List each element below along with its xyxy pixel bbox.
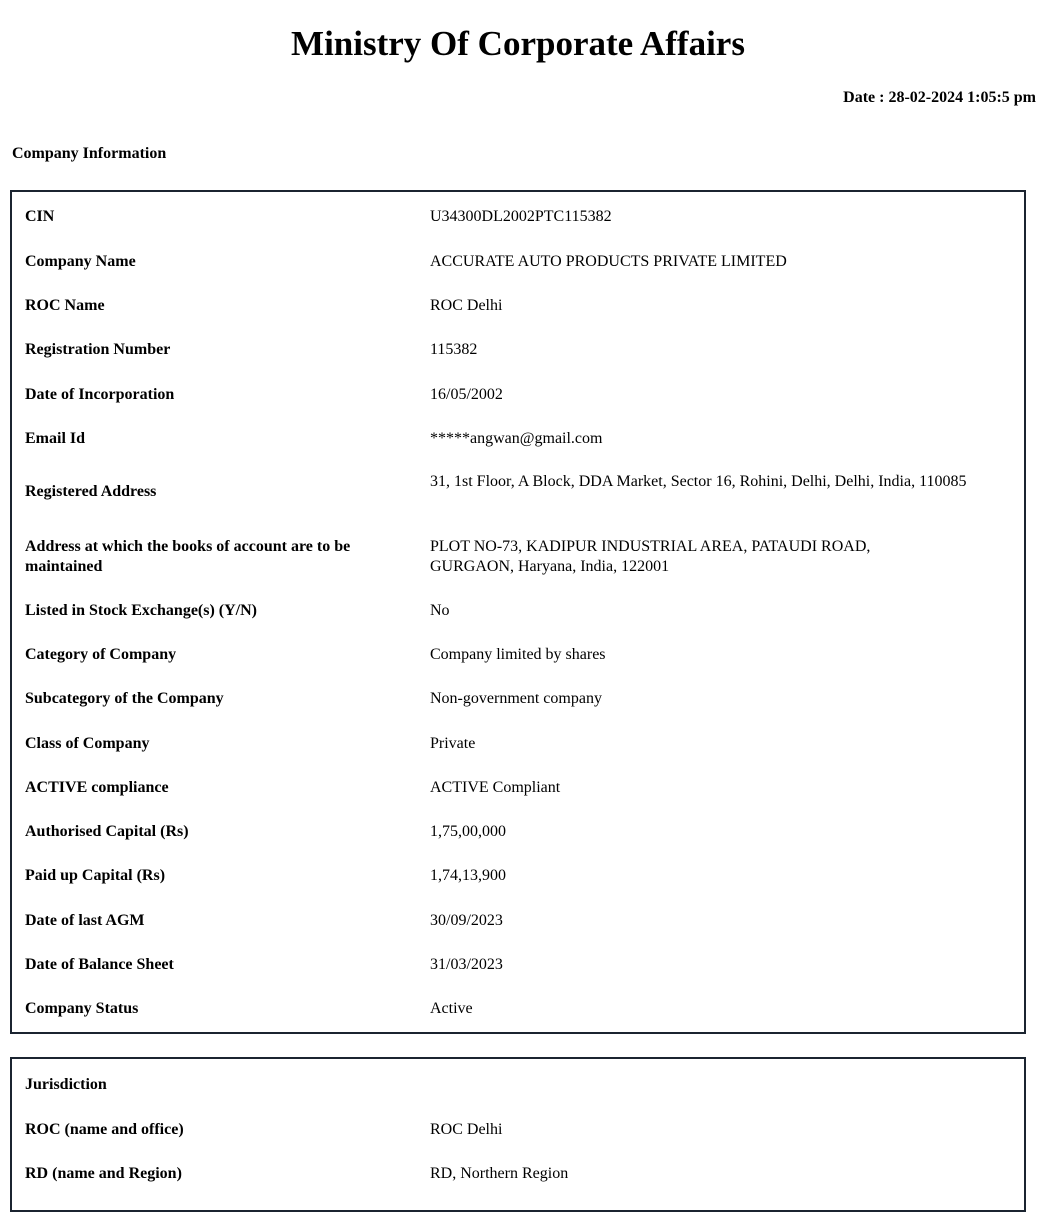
row-label: Date of Incorporation	[25, 386, 175, 403]
company-information-heading: Company Information	[12, 145, 167, 162]
row-value: Company limited by shares	[430, 646, 606, 663]
row-label: Email Id	[25, 430, 86, 447]
row-value: Active	[430, 1000, 473, 1017]
row-value: RD, Northern Region	[430, 1165, 569, 1182]
jurisdiction-panel	[10, 1057, 1026, 1212]
row-label: Company Name	[25, 253, 136, 270]
row-value: ACTIVE Compliant	[430, 779, 561, 796]
row-value: 31, 1st Floor, A Block, DDA Market, Sector 16, Rohini, Delhi, Delhi, India, 110085	[430, 473, 967, 490]
row-value: ACCURATE AUTO PRODUCTS PRIVATE LIMITED	[430, 253, 787, 270]
row-label: ROC Name	[25, 297, 105, 314]
row-label: Registered Address	[25, 483, 157, 500]
row-value: 115382	[430, 341, 478, 358]
row-label: Company Status	[25, 1000, 139, 1017]
row-value: No	[430, 602, 450, 619]
row-value: 31/03/2023	[430, 956, 503, 973]
row-value: Non-government company	[430, 690, 602, 707]
row-label: RD (name and Region)	[25, 1165, 182, 1182]
jurisdiction-heading: Jurisdiction	[25, 1076, 107, 1093]
row-label: Address at which the books of account are to be maintained	[25, 538, 351, 575]
row-value: ROC Delhi	[430, 297, 503, 314]
row-label: Registration Number	[25, 341, 171, 358]
row-label: Class of Company	[25, 735, 150, 752]
report-date: Date : 28-02-2024 1:05:5 pm	[843, 89, 1036, 106]
row-label: ROC (name and office)	[25, 1121, 184, 1138]
row-value: PLOT NO-73, KADIPUR INDUSTRIAL AREA, PATAUDI ROAD, GURGAON, Haryana, India, 122001	[430, 538, 871, 575]
row-label: Date of Balance Sheet	[25, 956, 174, 973]
company-information-panel	[10, 190, 1026, 1034]
row-value: 16/05/2002	[430, 386, 503, 403]
row-value: 30/09/2023	[430, 912, 503, 929]
row-value: *****angwan@gmail.com	[430, 430, 603, 447]
row-value: ROC Delhi	[430, 1121, 503, 1138]
row-label: ACTIVE compliance	[25, 779, 169, 796]
row-label: Date of last AGM	[25, 912, 145, 929]
row-value: U34300DL2002PTC115382	[430, 208, 612, 225]
row-value: 1,74,13,900	[430, 867, 506, 884]
row-label: Paid up Capital (Rs)	[25, 867, 166, 884]
row-label: Subcategory of the Company	[25, 690, 224, 707]
page-title: Ministry Of Corporate Affairs	[291, 24, 745, 63]
row-label: Authorised Capital (Rs)	[25, 823, 189, 840]
row-label: Category of Company	[25, 646, 177, 663]
row-label: Listed in Stock Exchange(s) (Y/N)	[25, 602, 258, 619]
row-value: Private	[430, 735, 476, 752]
row-value: 1,75,00,000	[430, 823, 506, 840]
row-label: CIN	[25, 208, 55, 225]
